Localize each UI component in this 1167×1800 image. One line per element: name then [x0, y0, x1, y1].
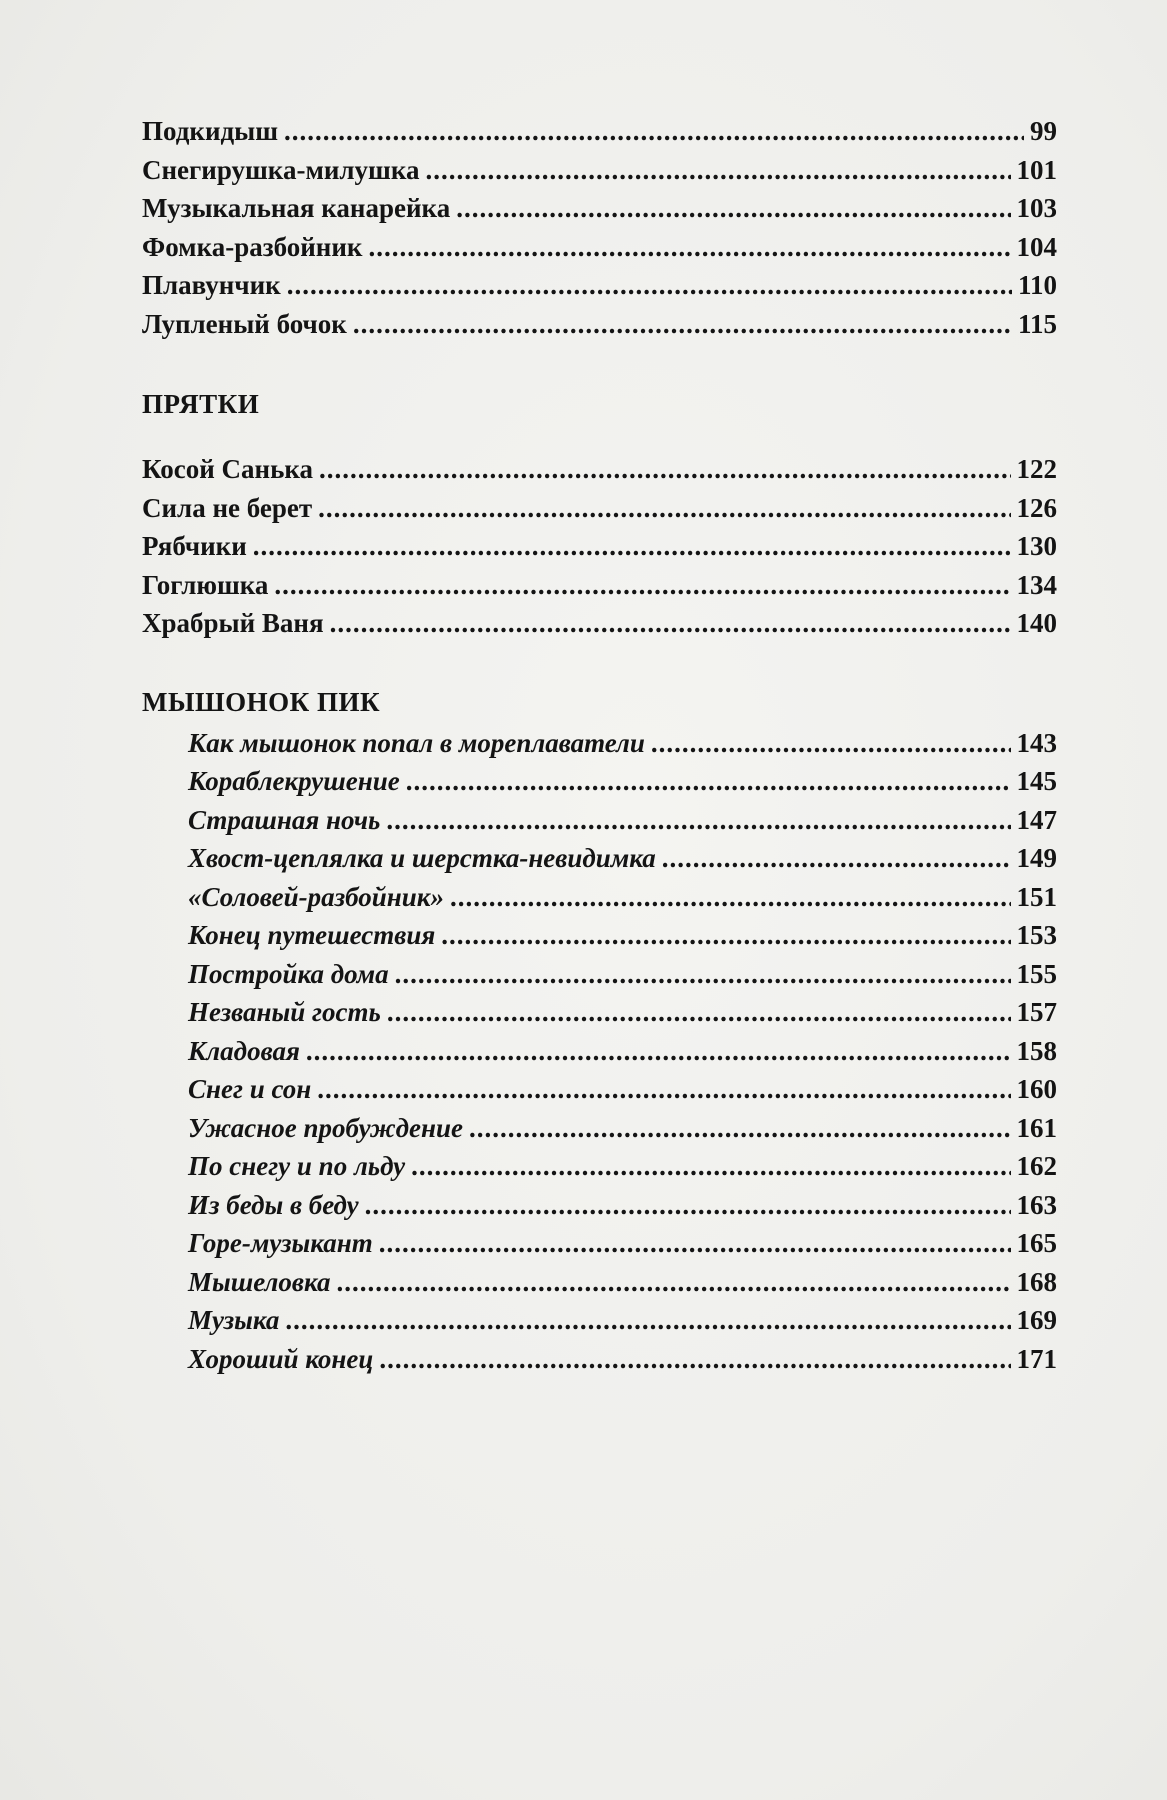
toc-entry [142, 724, 1057, 763]
toc-entry-title: Из беды в беду [188, 1189, 359, 1220]
toc-entry [142, 993, 1057, 1032]
toc-entry-page: 157 [1016, 997, 1057, 1027]
toc-entry-page: 101 [1016, 154, 1057, 185]
toc-entry-title: Постройка дома [188, 958, 389, 989]
toc-entry-page: 103 [1016, 193, 1057, 223]
toc-entry [142, 801, 1057, 840]
toc-entry-page: 143 [1016, 727, 1057, 758]
toc-entry [142, 305, 1057, 344]
toc-entry-title: Музыка [188, 1305, 280, 1335]
toc-leader-dots [387, 993, 1011, 1032]
section-heading-prjatki: ПРЯТКИ [142, 389, 260, 419]
toc-entry-title: Гоглюшка [142, 569, 269, 600]
toc-entry-title: Снег и сон [188, 1074, 312, 1104]
toc-leader-dots [406, 762, 1011, 801]
toc-leader-dots [285, 1301, 1010, 1340]
toc-entry-title: Конец путешествия [188, 920, 436, 950]
toc-leader-dots [306, 1032, 1011, 1071]
toc-entry [142, 450, 1057, 489]
toc-leader-dots [441, 916, 1010, 955]
toc-entry [142, 151, 1057, 190]
toc-entry [142, 839, 1057, 878]
toc-leader-dots [395, 955, 1011, 994]
table-of-contents [142, 112, 1057, 1378]
toc-entry [142, 878, 1057, 917]
toc-leader-dots [426, 151, 1011, 190]
toc-leader-dots [353, 305, 1012, 344]
toc-entry-title: Кораблекрушение [188, 766, 400, 796]
toc-entry [142, 1263, 1057, 1302]
toc-entry-page: 151 [1016, 881, 1057, 912]
toc-entry [142, 1147, 1057, 1186]
toc-leader-dots [456, 189, 1010, 228]
toc-entry-page: 158 [1016, 1035, 1057, 1066]
toc-entry [142, 1032, 1057, 1071]
toc-leader-dots [317, 1070, 1010, 1109]
toc-entry-page: 160 [1016, 1074, 1057, 1104]
toc-entry [142, 189, 1057, 228]
toc-entry-page: 165 [1016, 1228, 1057, 1258]
toc-entry-title: Храбрый Ваня [142, 608, 324, 638]
toc-entry-page: 168 [1016, 1266, 1057, 1297]
toc-entry-title: Фомка-разбойник [142, 231, 363, 262]
section-heading-myshonok-pik: МЫШОНОК ПИК [142, 686, 381, 717]
toc-entry-page: 115 [1017, 308, 1057, 339]
toc-entry-title: Как мышонок попал в мореплаватели [188, 727, 645, 758]
toc-entry-title: Сила не берет [142, 492, 313, 523]
toc-entry-page: 155 [1016, 958, 1057, 989]
toc-entry-title: Музыкальная канарейка [142, 193, 451, 223]
toc-entry [142, 1109, 1057, 1148]
toc-entry-page: 110 [1017, 270, 1057, 300]
toc-entry-title: По снегу и по льду [188, 1151, 406, 1181]
toc-entry [142, 1224, 1057, 1263]
toc-entry-title: Хвост-цеплялка и шерстка-невидимка [188, 843, 656, 873]
toc-entry-page: 149 [1016, 843, 1057, 873]
toc-entry-page: 99 [1030, 116, 1057, 146]
toc-entry-page: 130 [1016, 531, 1057, 561]
toc-entry-page: 145 [1016, 766, 1057, 796]
toc-entry-page: 162 [1016, 1151, 1057, 1181]
toc-leader-dots [287, 266, 1012, 305]
toc-entry-page: 153 [1016, 920, 1057, 950]
toc-leader-dots [450, 878, 1011, 917]
toc-leader-dots [318, 489, 1010, 528]
toc-entry-page: 161 [1016, 1112, 1057, 1143]
toc-leader-dots [274, 566, 1010, 605]
toc-leader-dots [284, 112, 1024, 151]
toc-entry-title: Рябчики [142, 531, 247, 561]
toc-entry [142, 955, 1057, 994]
toc-entry-title: Снегирушка-милушка [142, 154, 420, 185]
toc-entry-page: 126 [1016, 492, 1057, 523]
toc-entry-page: 171 [1016, 1343, 1057, 1374]
toc-entry-title: Лупленый бочок [142, 308, 347, 339]
toc-entry-title: Горе-музыкант [188, 1228, 373, 1258]
toc-entry-page: 122 [1016, 454, 1057, 484]
toc-entry [142, 489, 1057, 528]
toc-entry [142, 112, 1057, 151]
toc-entry [142, 1186, 1057, 1225]
toc-entry-title: Хороший конец [188, 1343, 374, 1374]
toc-entry-page: 140 [1016, 608, 1057, 638]
toc-entry [142, 604, 1057, 643]
toc-leader-dots [469, 1109, 1010, 1148]
toc-leader-dots [651, 724, 1011, 763]
toc-entry-title: Мышеловка [188, 1266, 331, 1297]
toc-entry-title: Незваный гость [188, 997, 381, 1027]
toc-leader-dots [253, 527, 1011, 566]
toc-entry-page: 163 [1016, 1189, 1057, 1220]
toc-entry [142, 916, 1057, 955]
toc-leader-dots [662, 839, 1011, 878]
toc-entry-title: «Соловей-разбойник» [188, 881, 444, 912]
toc-entry-title: Ужасное пробуждение [188, 1112, 464, 1143]
toc-entry [142, 527, 1057, 566]
toc-entry-title: Косой Санька [142, 454, 314, 484]
toc-leader-dots [379, 1224, 1011, 1263]
toc-entry-page: 104 [1016, 231, 1057, 262]
toc-leader-dots [330, 604, 1011, 643]
toc-entry-page: 134 [1016, 569, 1057, 600]
toc-entry-title: Плавунчик [142, 270, 281, 300]
toc-leader-dots [336, 1263, 1010, 1302]
toc-entry [142, 1301, 1057, 1340]
toc-entry [142, 566, 1057, 605]
toc-leader-dots [319, 450, 1010, 489]
toc-entry [142, 1340, 1057, 1379]
toc-entry [142, 266, 1057, 305]
toc-entry-page: 147 [1016, 804, 1057, 835]
toc-leader-dots [368, 228, 1010, 267]
toc-entry-page: 169 [1016, 1305, 1057, 1335]
toc-leader-dots [386, 801, 1010, 840]
toc-entry [142, 1070, 1057, 1109]
toc-entry-title: Кладовая [188, 1035, 300, 1066]
toc-entry [142, 228, 1057, 267]
toc-entry-title: Страшная ночь [188, 804, 381, 835]
toc-entry [142, 762, 1057, 801]
toc-entry-title: Подкидыш [142, 116, 279, 146]
toc-leader-dots [365, 1186, 1011, 1225]
toc-leader-dots [411, 1147, 1010, 1186]
toc-leader-dots [379, 1340, 1010, 1379]
